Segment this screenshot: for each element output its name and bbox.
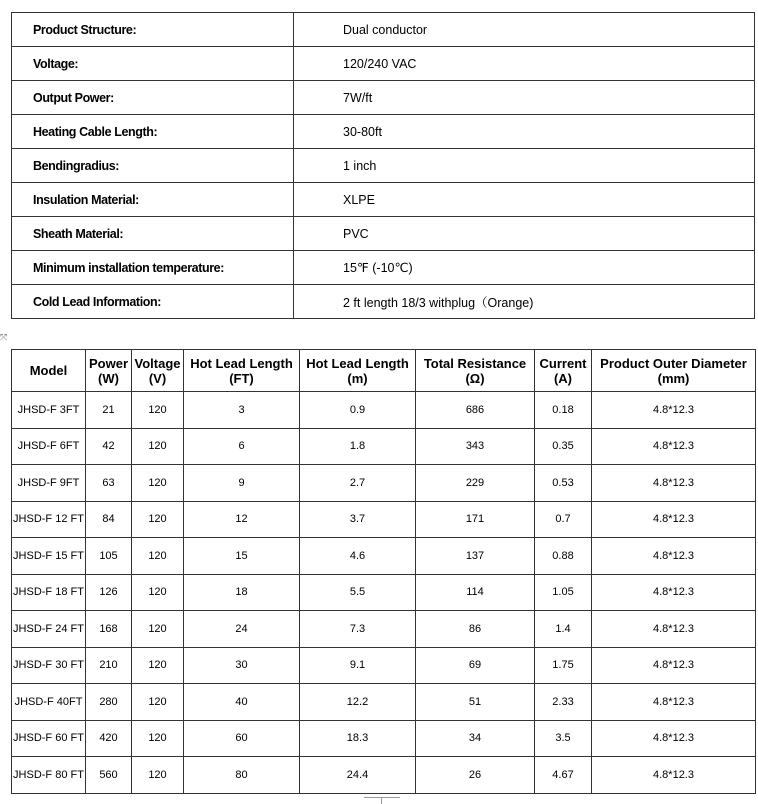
table-cell: 2.33 xyxy=(535,684,592,721)
table-row xyxy=(12,501,756,538)
column-header-unit: (mm) xyxy=(657,370,690,386)
table-cell: 120 xyxy=(132,465,184,502)
table-cell: 4.8*12.3 xyxy=(592,647,756,684)
table-cell: 63 xyxy=(86,465,132,502)
spec-row xyxy=(12,115,755,149)
table-cell: 0.7 xyxy=(535,501,592,538)
spec-value: 30-80ft xyxy=(294,115,755,149)
column-header xyxy=(86,350,132,392)
spec-label: Voltage: xyxy=(12,47,294,81)
spec-row xyxy=(12,47,755,81)
model-table xyxy=(11,349,756,794)
spec-table xyxy=(11,12,755,319)
table-cell: 0.9 xyxy=(300,392,416,429)
spec-row xyxy=(12,13,755,47)
table-cell: 4.8*12.3 xyxy=(592,684,756,721)
table-cell: 1.4 xyxy=(535,611,592,648)
table-cell: JHSD-F 3FT xyxy=(12,392,86,429)
table-cell: 30 xyxy=(184,647,300,684)
column-header xyxy=(300,350,416,392)
table-cell: JHSD-F 40FT xyxy=(12,684,86,721)
table-cell: 6 xyxy=(184,428,300,465)
table-cell: 168 xyxy=(86,611,132,648)
table-cell: 69 xyxy=(416,647,535,684)
spec-row xyxy=(12,217,755,251)
table-cell: 120 xyxy=(132,720,184,757)
column-header xyxy=(12,350,86,392)
table-cell: JHSD-F 24 FT xyxy=(12,611,86,648)
table-cell: JHSD-F 9FT xyxy=(12,465,86,502)
table-cell: 120 xyxy=(132,574,184,611)
table-cell: 51 xyxy=(416,684,535,721)
table-cell: 4.8*12.3 xyxy=(592,392,756,429)
table-cell: JHSD-F 6FT xyxy=(12,428,86,465)
column-header-unit: (W) xyxy=(98,370,119,386)
column-header-title: Power xyxy=(88,355,128,371)
spec-label: Product Structure: xyxy=(12,13,294,47)
column-header-title: Current xyxy=(539,355,587,371)
table-cell: 0.18 xyxy=(535,392,592,429)
table-cell: 120 xyxy=(132,757,184,794)
table-row xyxy=(12,720,756,757)
table-cell: 24.4 xyxy=(300,757,416,794)
table-move-handle-icon[interactable]: ⤧ xyxy=(0,332,8,342)
table-cell: 280 xyxy=(86,684,132,721)
table-cell: 560 xyxy=(86,757,132,794)
table-row xyxy=(12,574,756,611)
spec-label: Insulation Material: xyxy=(12,183,294,217)
table-cell: 105 xyxy=(86,538,132,575)
table-cell: JHSD-F 80 FT xyxy=(12,757,86,794)
table-cell: 137 xyxy=(416,538,535,575)
table-cell: 343 xyxy=(416,428,535,465)
table-cell: 4.8*12.3 xyxy=(592,720,756,757)
spec-value: 1 inch xyxy=(294,149,755,183)
column-header-unit: (A) xyxy=(553,370,573,386)
table-row xyxy=(12,647,756,684)
table-cell: 0.88 xyxy=(535,538,592,575)
table-cell: 120 xyxy=(132,611,184,648)
spec-value: 2 ft length 18/3 withplug（Orange) xyxy=(294,285,755,319)
table-cell: 120 xyxy=(132,501,184,538)
table-cell: 12 xyxy=(184,501,300,538)
table-cell: 84 xyxy=(86,501,132,538)
table-cell: 15 xyxy=(184,538,300,575)
table-cell: 9 xyxy=(184,465,300,502)
column-header xyxy=(592,350,756,392)
table-cell: JHSD-F 60 FT xyxy=(12,720,86,757)
table-cell: 9.1 xyxy=(300,647,416,684)
table-cell: 26 xyxy=(416,757,535,794)
table-cell: 3.5 xyxy=(535,720,592,757)
table-cell: 3 xyxy=(184,392,300,429)
table-row xyxy=(12,538,756,575)
table-cell: 86 xyxy=(416,611,535,648)
spec-label: Minimum installation temperature: xyxy=(12,251,294,285)
column-header-unit: (m) xyxy=(347,370,368,386)
table-cell: 1.8 xyxy=(300,428,416,465)
table-cell: 40 xyxy=(184,684,300,721)
table-cell: 1.75 xyxy=(535,647,592,684)
spec-value: 7W/ft xyxy=(294,81,755,115)
table-cell: 120 xyxy=(132,538,184,575)
column-header-unit: (Ω) xyxy=(465,370,485,386)
column-header-title: Product Outer Diameter xyxy=(600,355,747,371)
column-header xyxy=(416,350,535,392)
table-row xyxy=(12,465,756,502)
spec-value: 15℉ (-10℃) xyxy=(294,251,755,285)
table-cell: 34 xyxy=(416,720,535,757)
table-cell: 0.53 xyxy=(535,465,592,502)
table-cell: JHSD-F 15 FT xyxy=(12,538,86,575)
spec-label: Cold Lead Information: xyxy=(12,285,294,319)
table-cell: 686 xyxy=(416,392,535,429)
table-cell: 120 xyxy=(132,392,184,429)
table-cell: 120 xyxy=(132,428,184,465)
table-cell: JHSD-F 12 FT xyxy=(12,501,86,538)
table-cell: 60 xyxy=(184,720,300,757)
table-cell: 4.8*12.3 xyxy=(592,757,756,794)
spec-label: Output Power: xyxy=(12,81,294,115)
table-cell: 4.8*12.3 xyxy=(592,574,756,611)
spec-label: Bendingradius: xyxy=(12,149,294,183)
column-header-title: Hot Lead Length xyxy=(190,355,293,371)
spec-value: XLPE xyxy=(294,183,755,217)
column-header-unit: (FT) xyxy=(229,370,254,386)
table-cell: 18.3 xyxy=(300,720,416,757)
table-row xyxy=(12,757,756,794)
table-cell: 4.8*12.3 xyxy=(592,501,756,538)
table-cell: 18 xyxy=(184,574,300,611)
spec-value: PVC xyxy=(294,217,755,251)
table-row xyxy=(12,428,756,465)
table-cell: 21 xyxy=(86,392,132,429)
spec-value: Dual conductor xyxy=(294,13,755,47)
table-cell: 126 xyxy=(86,574,132,611)
table-cell: 12.2 xyxy=(300,684,416,721)
table-cell: 4.6 xyxy=(300,538,416,575)
table-row xyxy=(12,684,756,721)
table-cell: 4.8*12.3 xyxy=(592,428,756,465)
table-row xyxy=(12,392,756,429)
spec-label: Heating Cable Length: xyxy=(12,115,294,149)
table-row xyxy=(12,611,756,648)
table-cell: 1.05 xyxy=(535,574,592,611)
spec-row xyxy=(12,251,755,285)
table-cell: 5.5 xyxy=(300,574,416,611)
spec-row xyxy=(12,285,755,319)
table-cell: 80 xyxy=(184,757,300,794)
column-header-title: Total Resistance xyxy=(423,355,527,371)
table-cell: 420 xyxy=(86,720,132,757)
table-cell: 42 xyxy=(86,428,132,465)
spec-row xyxy=(12,81,755,115)
table-cell: 4.67 xyxy=(535,757,592,794)
column-header-unit: (V) xyxy=(148,370,167,386)
spec-row xyxy=(12,183,755,217)
table-cell: 24 xyxy=(184,611,300,648)
table-cell: 0.35 xyxy=(535,428,592,465)
table-cell: 114 xyxy=(416,574,535,611)
table-cell: 120 xyxy=(132,684,184,721)
table-cell: 229 xyxy=(416,465,535,502)
spec-label: Sheath Material: xyxy=(12,217,294,251)
table-cell: 3.7 xyxy=(300,501,416,538)
column-header-title: Model xyxy=(29,363,68,378)
table-cell: 4.8*12.3 xyxy=(592,611,756,648)
column-header xyxy=(184,350,300,392)
column-header-title: Voltage xyxy=(134,355,181,371)
table-cell: 2.7 xyxy=(300,465,416,502)
table-cell: 171 xyxy=(416,501,535,538)
table-cell: 120 xyxy=(132,647,184,684)
table-cell: 4.8*12.3 xyxy=(592,538,756,575)
spec-value: 120/240 VAC xyxy=(294,47,755,81)
column-header-title: Hot Lead Length xyxy=(306,355,409,371)
spec-row xyxy=(12,149,755,183)
column-header xyxy=(535,350,592,392)
table-cell: 7.3 xyxy=(300,611,416,648)
model-header-row xyxy=(12,350,756,392)
table-cell: JHSD-F 30 FT xyxy=(12,647,86,684)
column-header xyxy=(132,350,184,392)
table-cell: 210 xyxy=(86,647,132,684)
table-cell: JHSD-F 18 FT xyxy=(12,574,86,611)
table-cell: 4.8*12.3 xyxy=(592,465,756,502)
